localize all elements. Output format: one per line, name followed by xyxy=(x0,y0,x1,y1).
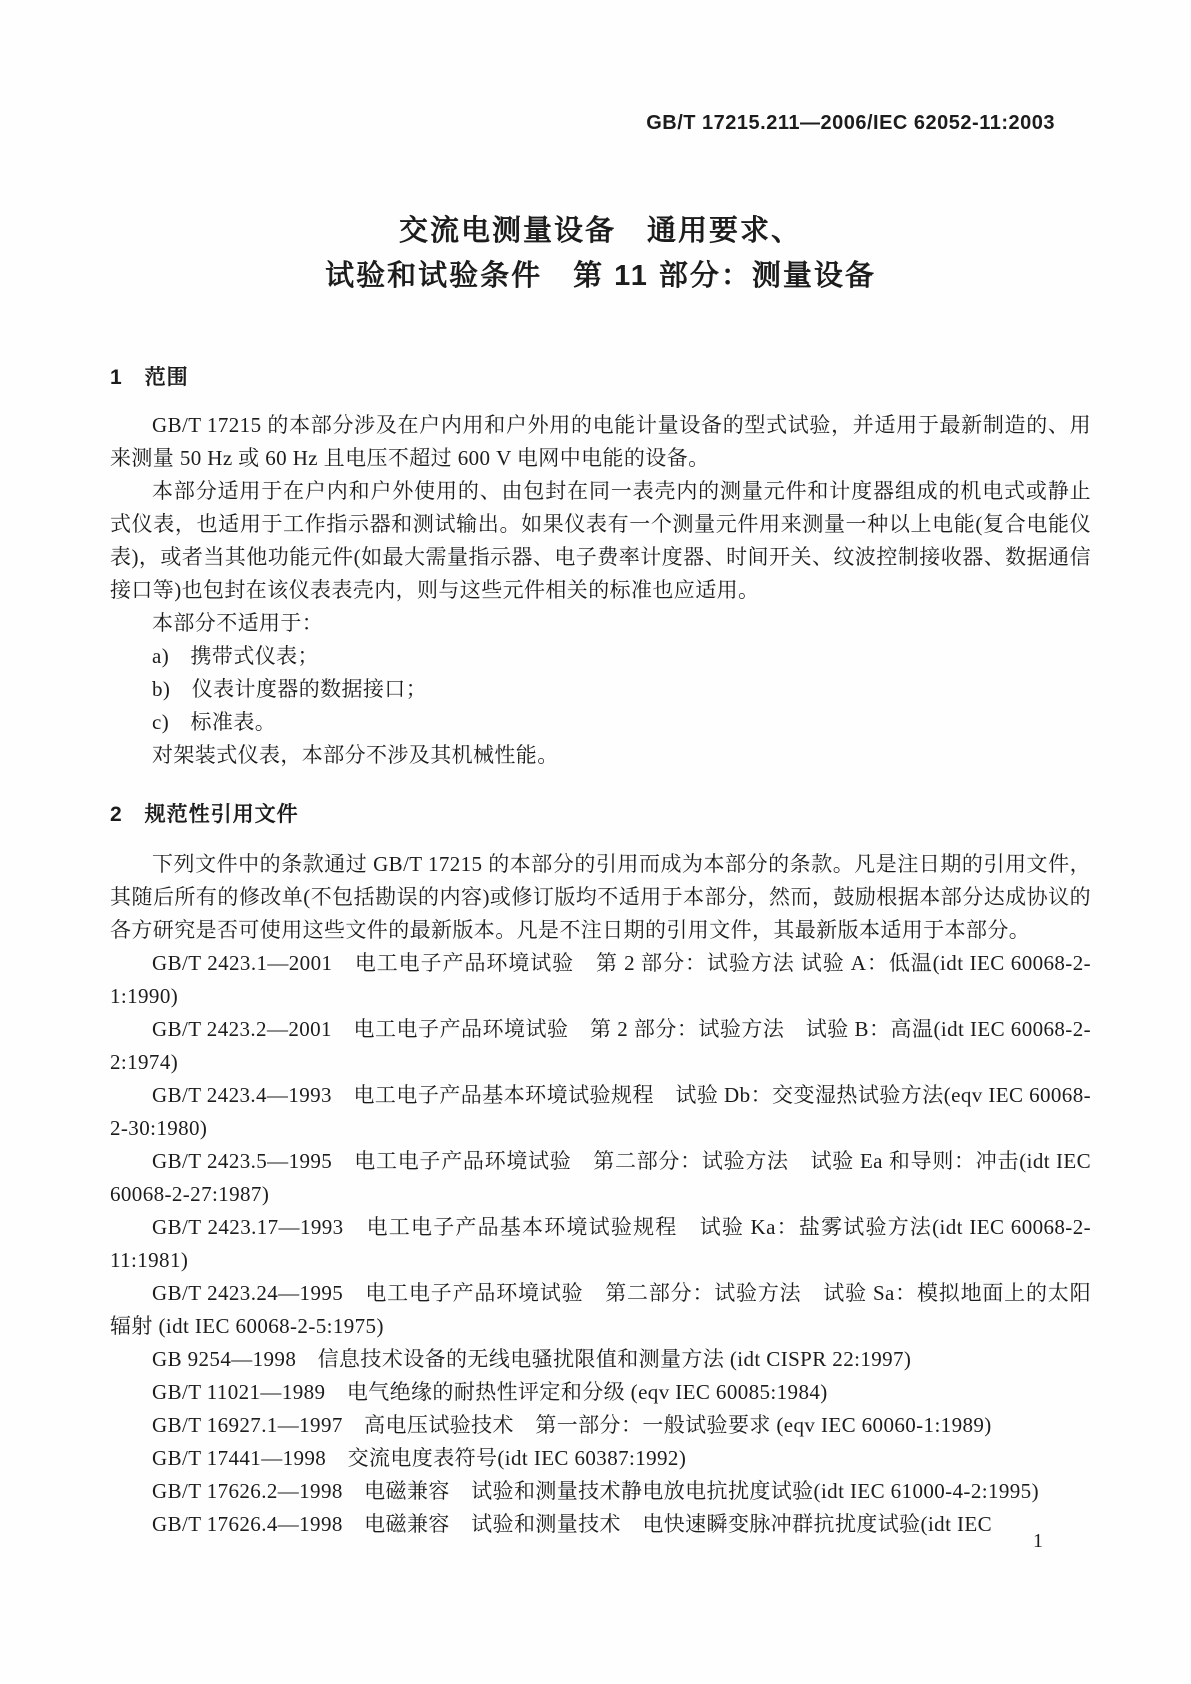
section-1-body xyxy=(110,409,1091,772)
standard-code-header: GB/T 17215.211—2006/IEC 62052-11:2003 xyxy=(646,112,1055,134)
reference-item: GB/T 2423.24—1995 电工电子产品环境试验 第二部分：试验方法 试验 Sa：模拟地面上的太阳辐射 (idt IEC 60068-2-5:1975) xyxy=(110,1281,1091,1338)
list-item: a) 携带式仪表； xyxy=(152,644,319,668)
paragraph: GB/T 17215 的本部分涉及在户内用和户外用的电能计量设备的型式试验，并适用于最新制造的、用来测量 50 Hz 或 60 Hz 且电压不超过 600 V 电网中电能的设备。 xyxy=(110,413,1091,470)
reference-item: GB/T 11021—1989 电气绝缘的耐热性评定和分级 (eqv IEC 60085:1984) xyxy=(152,1380,828,1404)
paragraph: 本部分适用于在户内和户外使用的、由包封在同一表壳内的测量元件和计度器组成的机电式或静止式仪表，也适用于工作指示器和测试输出。如果仪表有一个测量元件用来测量一种以上电能(复合电能仪表)，或者当其他功能元件(如最大需量指示器、电子费率计度器、时间开关、纹波控制接收器、数据通信接口等)也包封在该仪表表壳内，则与这些元件相关的标准也应适用。 xyxy=(110,479,1091,602)
document-title-line1: 交流电测量设备 通用要求、 xyxy=(398,215,802,247)
page-number: 1 xyxy=(1033,1530,1043,1552)
section-2-body xyxy=(110,848,1091,1541)
document-title-line2: 试验和试验条件 第 11 部分：测量设备 xyxy=(325,260,876,292)
section-1-heading: 1 范围 xyxy=(110,366,189,389)
reference-item: GB/T 2423.5—1995 电工电子产品环境试验 第二部分：试验方法 试验 Ea 和导则：冲击(idt IEC 60068-2-27:1987) xyxy=(110,1149,1091,1206)
reference-item: GB/T 2423.4—1993 电工电子产品基本环境试验规程 试验 Db：交变湿热试验方法(eqv IEC 60068-2-30:1980) xyxy=(110,1083,1091,1140)
reference-item: GB 9254—1998 信息技术设备的无线电骚扰限值和测量方法 (idt CISPR 22:1997) xyxy=(152,1347,912,1371)
section-2-heading: 2 规范性引用文件 xyxy=(110,803,299,826)
reference-item: GB/T 17626.2—1998 电磁兼容 试验和测量技术静电放电抗扰度试验(idt IEC 61000-4-2:1995) xyxy=(152,1479,1039,1503)
paragraph: 本部分不适用于： xyxy=(152,611,324,635)
document-title xyxy=(110,209,1091,299)
reference-item: GB/T 17626.4—1998 电磁兼容 试验和测量技术 电快速瞬变脉冲群抗扰度试验(idt IEC xyxy=(152,1512,992,1536)
reference-item: GB/T 17441—1998 交流电度表符号(idt IEC 60387:1992) xyxy=(152,1446,687,1470)
reference-item: GB/T 2423.1—2001 电工电子产品环境试验 第 2 部分：试验方法 试验 A：低温(idt IEC 60068-2-1:1990) xyxy=(110,951,1091,1008)
paragraph: 对架装式仪表，本部分不涉及其机械性能。 xyxy=(152,743,559,767)
list-item: c) 标准表。 xyxy=(152,710,277,734)
reference-item: GB/T 16927.1—1997 高电压试验技术 第一部分：一般试验要求 (eqv IEC 60060-1:1989) xyxy=(152,1413,992,1437)
reference-item: GB/T 2423.2—2001 电工电子产品环境试验 第 2 部分：试验方法 试验 B：高温(idt IEC 60068-2-2:1974) xyxy=(110,1017,1091,1074)
reference-item: GB/T 2423.17—1993 电工电子产品基本环境试验规程 试验 Ka：盐雾试验方法(idt IEC 60068-2-11:1981) xyxy=(110,1215,1091,1272)
list-item: b) 仪表计度器的数据接口； xyxy=(152,677,428,701)
paragraph: 下列文件中的条款通过 GB/T 17215 的本部分的引用而成为本部分的条款。凡是注日期的引用文件，其随后所有的修改单(不包括勘误的内容)或修订版均不适用于本部分，然而，鼓励根据本部分达成协议的各方研究是否可使用这些文件的最新版本。凡是不注日期的引用文件，其最新版本适用于本部分。 xyxy=(110,852,1091,942)
